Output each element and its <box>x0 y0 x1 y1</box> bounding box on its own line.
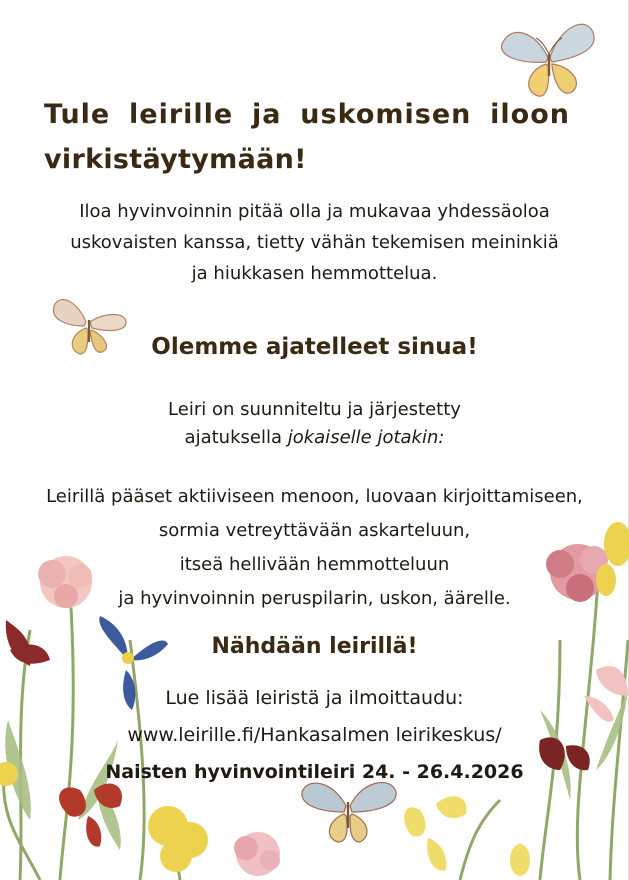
planned-line-2 <box>0 424 629 452</box>
page-title <box>44 92 570 182</box>
intro-line: ja hiukkasen hemmottelua. <box>191 263 438 284</box>
planned-italic: jokaiselle jotakin: <box>287 427 445 448</box>
activity-line: itseä hellivään hemmotteluun <box>179 554 450 575</box>
intro-line: Iloa hyvinvoinnin pitää olla ja mukavaa yhdessäoloa <box>79 201 550 222</box>
activity-line: ja hyvinvoinnin peruspilarin, uskon, äärelle. <box>118 588 511 609</box>
planned-line-1: Leiri on suunniteltu ja järjestetty <box>168 399 461 420</box>
read-more-text: Lue lisää leiristä ja ilmoittaudu: <box>165 687 464 709</box>
planned-paragraph <box>0 396 629 452</box>
intro-paragraph <box>0 196 629 289</box>
info-block <box>0 680 629 791</box>
butterfly-bottom <box>302 783 396 842</box>
planned-plain: ajatuksella <box>184 427 288 448</box>
website-link[interactable]: www.leirille.fi/Hankasalmen leirikeskus/ <box>127 724 502 746</box>
see-you-heading: Nähdään leirillä! <box>211 634 418 659</box>
activity-line: Leirillä pääset aktiiviseen menoon, luovaan kirjoittamiseen, <box>46 486 583 507</box>
activities-paragraph <box>0 480 629 616</box>
subheading: Olemme ajatelleet sinua! <box>151 334 478 360</box>
title-line-2: virkistäytymään! <box>44 144 307 175</box>
intro-line: uskovaisten kanssa, tietty vähän tekemisen meininkiä <box>70 232 559 253</box>
event-name: Naisten hyvinvointileiri 24. - 26.4.2026 <box>105 761 524 783</box>
butterfly-icon <box>498 14 598 100</box>
title-line-1: Tule leirille ja uskomisen iloon <box>44 99 570 130</box>
activity-line: sormia vetreyttävään askarteluun, <box>158 520 471 541</box>
